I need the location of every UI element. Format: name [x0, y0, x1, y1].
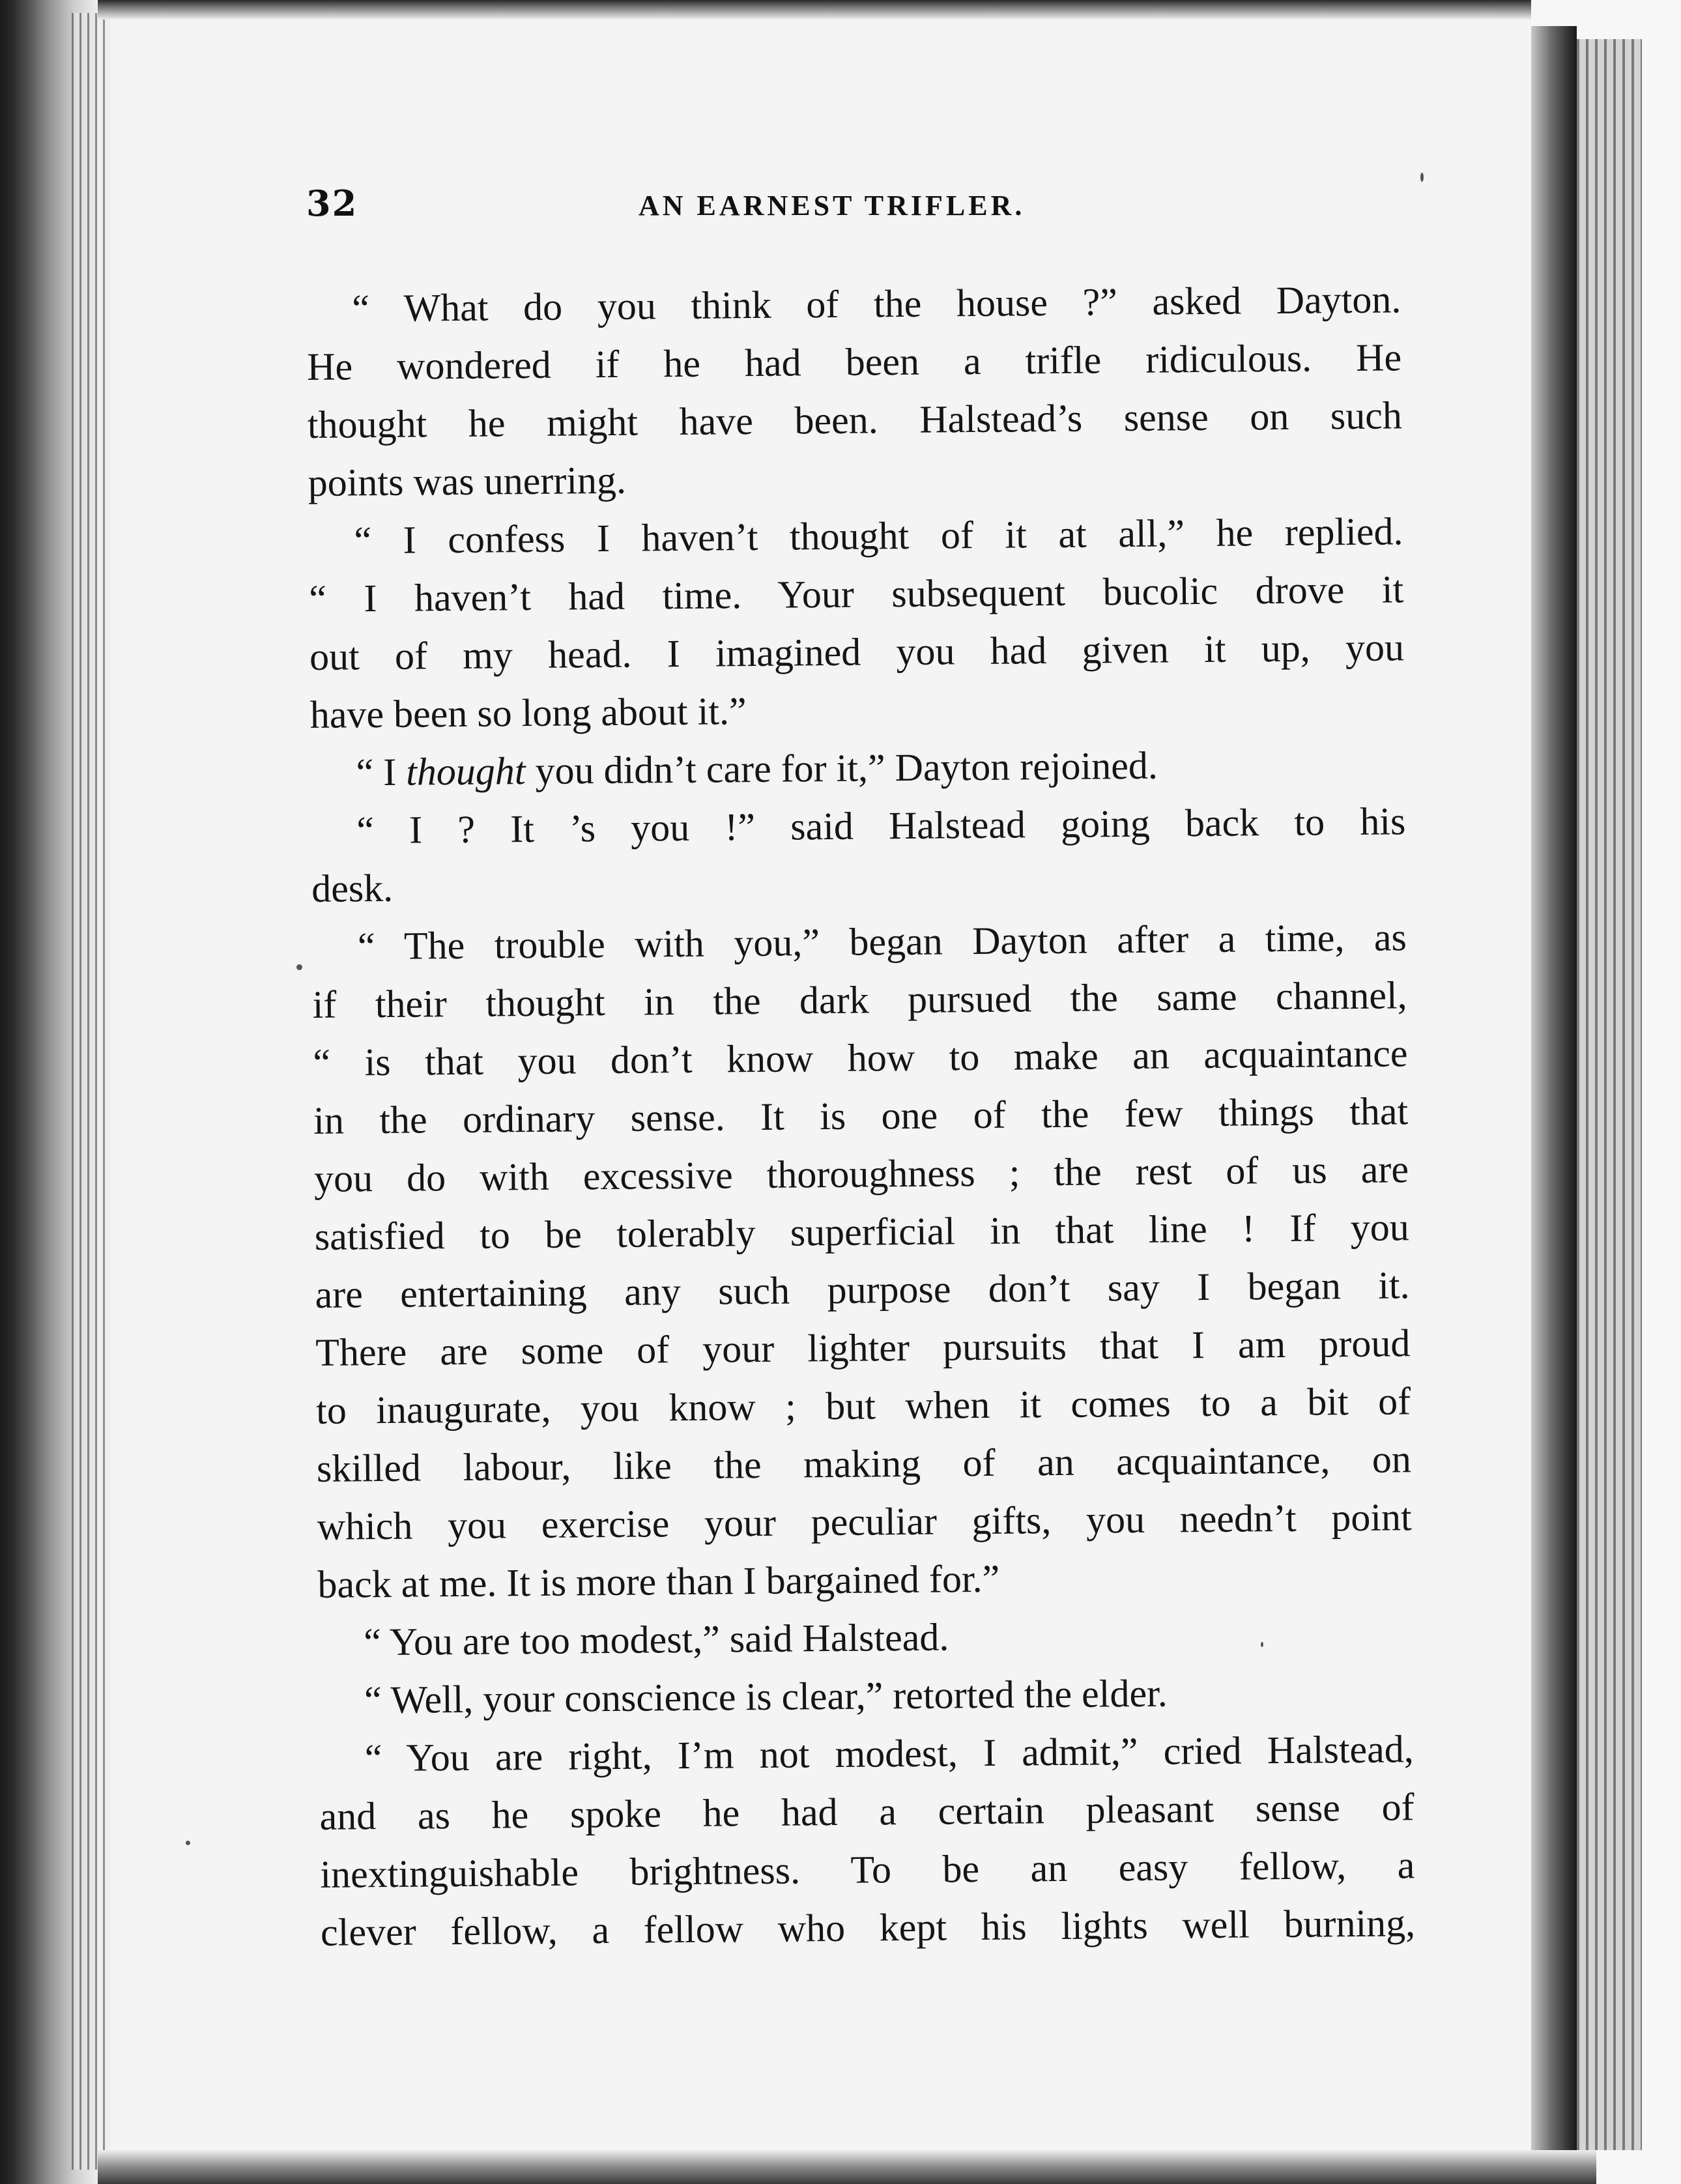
text-line: back at me. It is more than I bargained for.”	[317, 1557, 1000, 1606]
text-line: are entertaining any such purpose don’t say I began it.	[315, 1263, 1410, 1316]
text-line: “ What do you think of the house ?” asked Dayton.	[352, 278, 1401, 330]
text-line: “ I ? It ’s you !” said Halstead going back to his	[356, 799, 1406, 852]
text-line: “ is that you don’t know how to make an acquaintance	[313, 1031, 1408, 1084]
text-line: “ The trouble with you,” began Dayton after a time, as	[357, 915, 1407, 968]
right-page-edges	[1577, 39, 1642, 2150]
text-line: in the ordinary sense. It is one of the few things that	[313, 1089, 1409, 1142]
text-line: out of my head. I imagined you had given it up, you	[309, 625, 1405, 678]
text-line: “ You are too modest,” said Halstead.	[363, 1615, 949, 1664]
text-line: and as he spoke he had a certain pleasant sense of	[319, 1785, 1415, 1838]
italic-word: thought	[405, 749, 526, 794]
text-line: thought he might have been. Halstead’s sense on such	[307, 394, 1403, 446]
text-line: skilled labour, like the making of an acquaintance, on	[316, 1437, 1412, 1490]
text-line: “ You are right, I’m not modest, I admit,” cried Halstead,	[364, 1727, 1415, 1780]
text-line: desk.	[311, 866, 394, 910]
text-line: which you exercise your peculiar gifts, you needn’t point	[317, 1495, 1412, 1548]
text-line: There are some of your lighter pursuits that I am proud	[315, 1321, 1411, 1374]
right-edge-shadow	[1531, 26, 1577, 2157]
text-line: points was unerring.	[308, 458, 627, 504]
page-number: 32	[306, 182, 358, 224]
text-line: “ I confess I haven’t thought of it at all,” he replied.	[354, 510, 1403, 562]
text-line: “ Well, your conscience is clear,” retorted the elder.	[364, 1671, 1168, 1722]
dust-speck	[296, 964, 302, 970]
text-line: you do with excessive thoroughness ; the rest of us are	[313, 1147, 1409, 1200]
text-run: “ I	[356, 750, 407, 794]
text-line: clever fellow, a fellow who kept his lights well burning,	[320, 1901, 1416, 1954]
dust-speck	[1420, 173, 1424, 182]
text-line: if their thought in the dark pursued the same channel,	[312, 973, 1407, 1026]
text-line: “ I haven’t had time. Your subsequent bucolic drove it	[308, 568, 1404, 620]
text-line: satisfied to be tolerably superficial in that line ! If you	[314, 1205, 1410, 1258]
running-head	[306, 182, 1394, 241]
top-edge-shadow	[98, 0, 1531, 20]
bottom-edge-shadow	[98, 2150, 1596, 2184]
text-line: He wondered if he had been a trifle ridiculous. He	[306, 336, 1402, 388]
text-line	[310, 734, 1405, 802]
text-run: you didn’t care for it,” Dayton rejoined.	[525, 743, 1158, 793]
text-line: have been so long about it.”	[309, 689, 747, 736]
running-title: AN EARNEST TRIFLER.	[639, 190, 1026, 222]
dust-speck	[186, 1841, 190, 1845]
body-text	[306, 270, 1415, 1962]
text-line: inextinguishable brightness. To be an easy fellow, a	[320, 1843, 1415, 1896]
text-line: to inaugurate, you know ; but when it comes to a bit of	[315, 1379, 1411, 1432]
